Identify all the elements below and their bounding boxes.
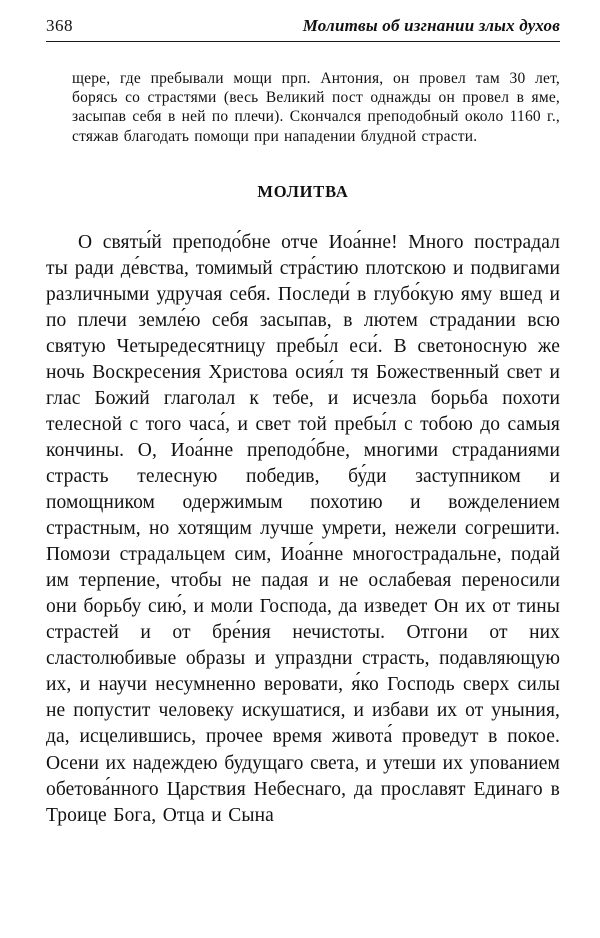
prayer-text: О святы́й преподо́бне отче Иоа́нне! Много пострадал ты ради де́вства, томимый стра́стию плотскою и подвигами различными удручая себя. Последи́ в глубо́кую яму вшед и по плечи земле́ю себя засыпав, в лютем страдании всю святую Четыредесятницу пребы́л еси́. В светоносную же ночь Воскресения Христова осия́л тя Божественный свет и глас Божий глаголал к тебе, и исчезла борьба похоти телесной с того часа́, и свет той пребы́л с тобою до самыя кончины. О, Иоа́нне преподо́бне, многими страданиями страсть телесную победив, бу́ди заступником и помощником одержимым похотию и вожделением страстным, но хотящим лучше умрети, нежели согрешити. Помози страдальцем сим, Иоа́нне многострадальне, подай им терпение, чтобы не падая и не ослабевая переносили они борьбу сию́, и моли Господа, да изведет Он их от тины страстей и от бре́ния нечистоты. Отгони от них сластолюбивые образы и упраздни страсть, подавляющую их, и научи несумненно веровати, я́ко Господь сверх силы не попустит человеку искушатися, и избави их от уныния, да, исцелившись, прочее время живота́ проведут в покое. Осени их надеждею будущаго света, и утеши их упованием обетова́нного Царствия Небеснаго, да прославят Единаго в Троице Бога, Отца и Сына — [46, 231, 560, 826]
running-head — [46, 16, 560, 36]
intro-paragraph: щере, где пребывали мощи прп. Антония, он провел там 30 лет, борясь со страстями (весь Великий пост однажды он провел в яме, засыпав себя в ней по плечи). Скончался преподобный около 1160 г., стяжав благодать помощи при нападении блудной страсти. — [72, 70, 560, 145]
section-heading: МОЛИТВА — [257, 181, 349, 201]
running-title: Молитвы об изгнании злых духов — [302, 16, 560, 35]
header-rule — [46, 41, 560, 42]
page-number: 368 — [46, 16, 73, 35]
